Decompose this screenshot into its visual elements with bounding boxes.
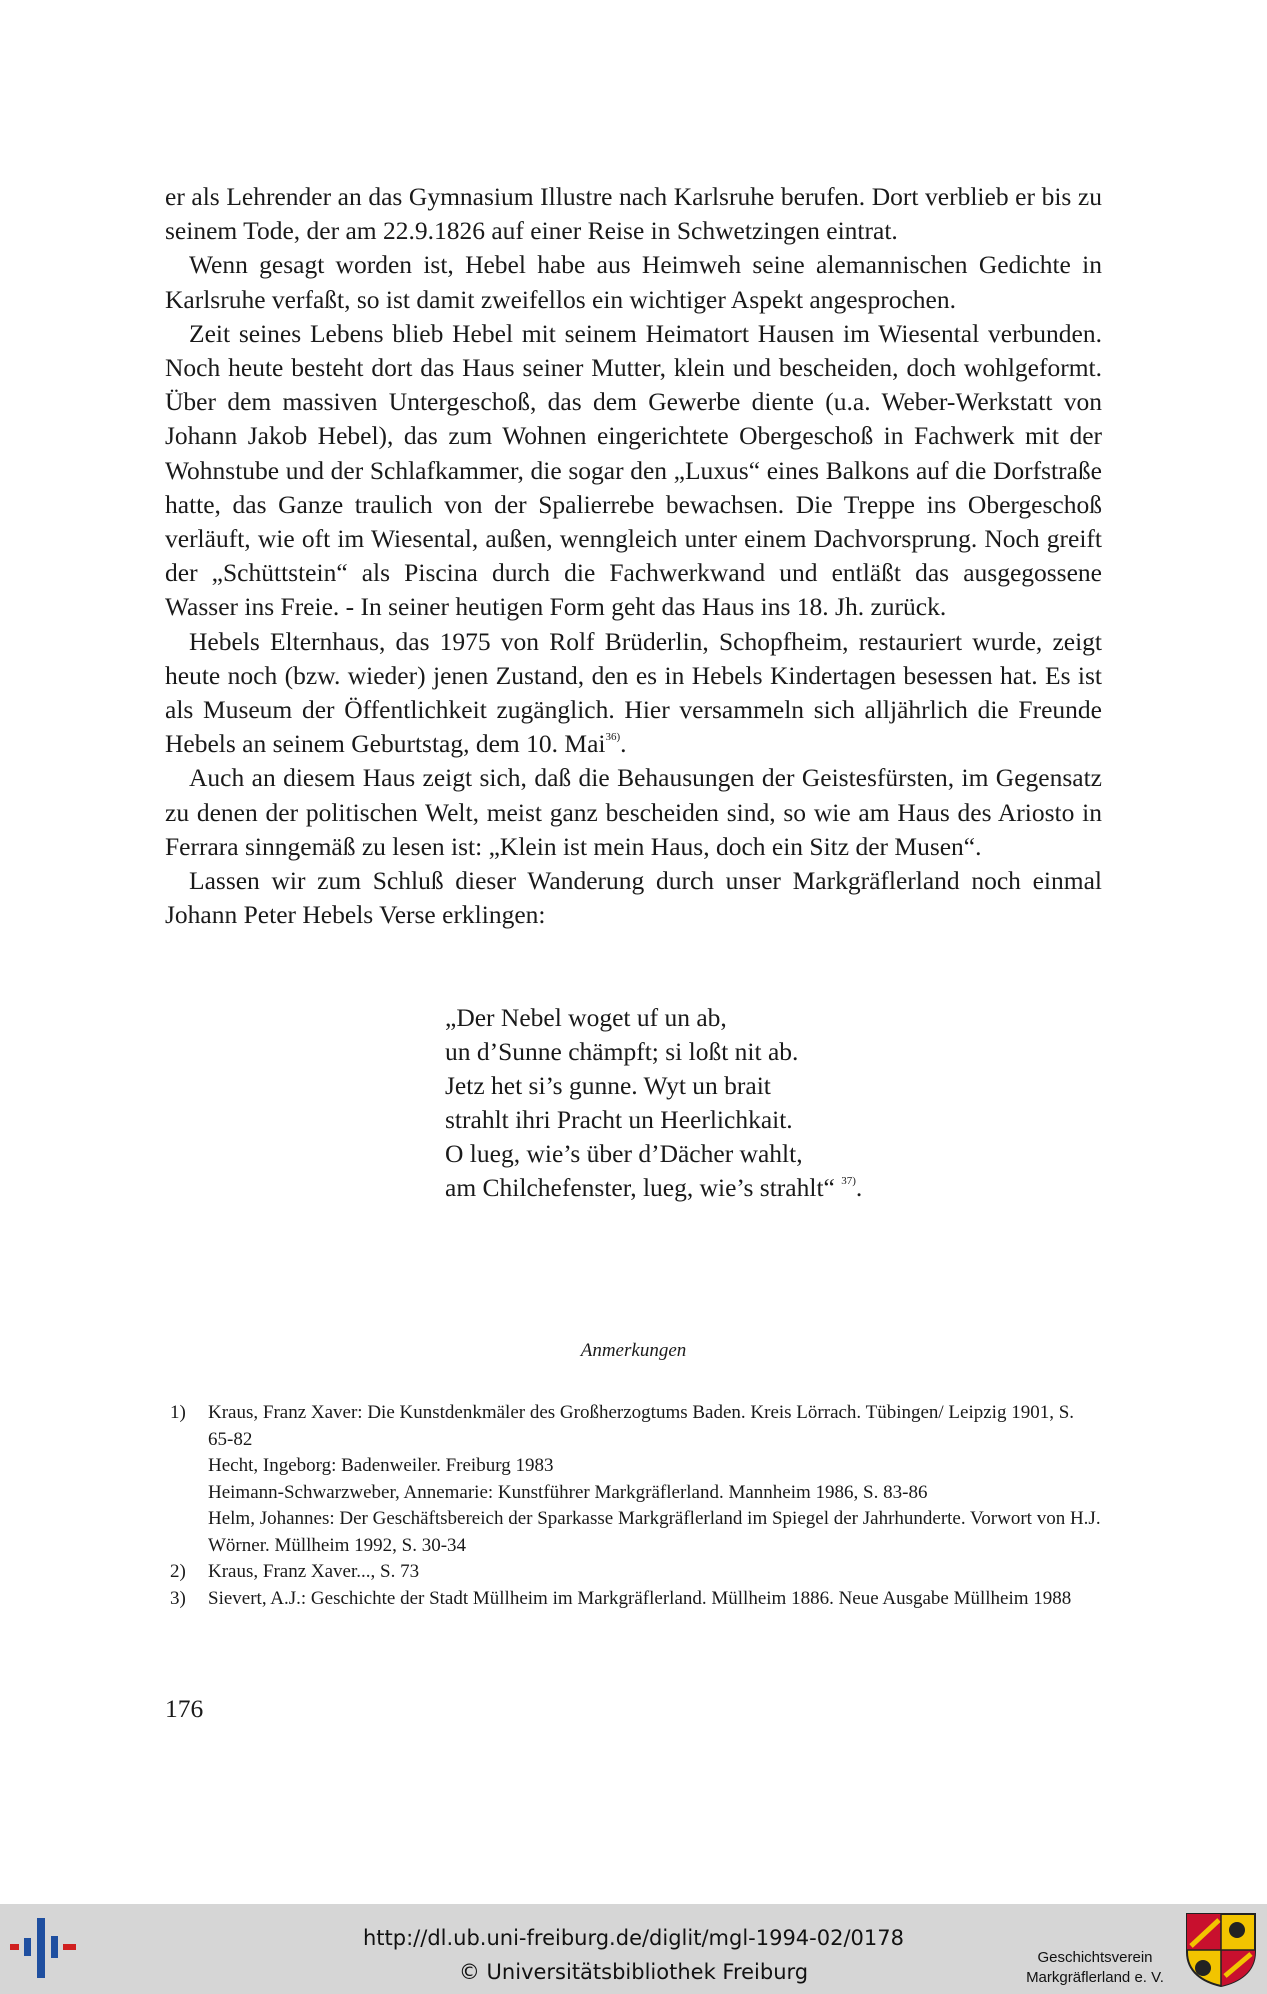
society-name	[1020, 1948, 1170, 1988]
paragraph-4-end: .	[620, 729, 627, 759]
verse-line: am Chilchefenster, lueg, wie’s strahlt“	[445, 1173, 835, 1202]
paragraph-4	[165, 625, 1102, 762]
verse-line: strahlt ihri Pracht un Heerlichkait.	[445, 1105, 793, 1134]
footnote-ref-36: 36)	[605, 731, 621, 744]
verse-line: O lueg, wie’s über d’Dächer wahlt,	[445, 1139, 803, 1168]
paragraph-6: Lassen wir zum Schluß dieser Wanderung durch unser Markgräflerland noch einmal Johann Peter Hebels Verse erklingen:	[165, 866, 1102, 930]
source-url-link[interactable]: http://dl.ub.uni-freiburg.de/diglit/mgl-1994-02/0178	[362, 1926, 904, 1950]
note-number: 1)	[170, 1402, 186, 1423]
society-line-1: Geschichtsverein	[1037, 1949, 1153, 1966]
note-item	[170, 1400, 1102, 1559]
note-number: 2)	[170, 1561, 186, 1582]
footnote-ref-37: 37)	[841, 1175, 856, 1187]
note-line: Heimann-Schwarzweber, Annemarie: Kunstführer Markgräflerland. Mannheim 1986, S. 83-86	[208, 1481, 928, 1503]
note-line: Kraus, Franz Xaver..., S. 73	[208, 1561, 420, 1582]
verse-line: un d’Sunne chämpft; si loßt nit ab.	[445, 1037, 799, 1066]
note-line: Sievert, A.J.: Geschichte der Stadt Müllheim im Markgräflerland. Müllheim 1886. Neue Ausgabe Müllheim 1988	[208, 1587, 1072, 1609]
verse-end: .	[855, 1173, 863, 1202]
verse-line-last	[445, 1171, 862, 1205]
note-item	[170, 1586, 1102, 1613]
paragraph-4-text: Hebels Elternhaus, das 1975 von Rolf Brüderlin, Schopfheim, restauriert wurde, zeigt heute noch (bzw. wieder) jenen Zustand, den es in Hebels Kindertagen besessen hat. Es ist als Museum der Öffentlichkeit zugänglich. Hier versammeln sich alljährlich die Freunde Hebels an seinem Geburtstag, dem 10. Mai	[165, 626, 1102, 759]
paragraph-2: Wenn gesagt worden ist, Hebel habe aus Heimweh seine alemannischen Gedichte in Karlsruhe verfaßt, so ist damit zweifellos ein wichtiger Aspekt angesprochen.	[165, 250, 1102, 314]
note-line: Kraus, Franz Xaver: Die Kunstdenkmäler des Großherzogtums Baden. Kreis Lörrach. Tübingen/ Leipzig 1901, S. 65-82	[208, 1402, 1075, 1450]
paragraph-1: er als Lehrender an das Gymnasium Illustre nach Karlsruhe berufen. Dort verblieb er bis zu seinem Tode, der am 22.9.1826 auf einer Reise in Schwetzingen eintrat.	[165, 182, 1102, 246]
note-line: Helm, Johannes: Der Geschäftsbereich der Sparkasse Markgräflerland im Spiegel der Jahrhunderte. Vorwort von H.J. Wörner. Müllheim 1992, S. 30-34	[208, 1508, 1101, 1556]
note-item	[170, 1559, 1102, 1586]
paragraph-3: Zeit seines Lebens blieb Hebel mit seinem Heimatort Hausen im Wiesental verbunden. Noch heute besteht dort das Haus seiner Mutter, klein und bescheiden, doch wohlgeformt. Über dem massiven Untergeschoß, das dem Gewerbe diente (u.a. Weber-Werkstatt von Johann Jakob Hebel), das zum Wohnen eingerichtete Obergeschoß in Fachwerk mit der Wohnstube und der Schlafkammer, die sogar den „Luxus“ eines Balkons auf die Dorfstraße hatte, das Ganze traulich von der Spalierrebe bewachsen. Die Treppe ins Obergeschoß verläuft, wie oft im Wiesental, außen, wenngleich unter einem Dachvorsprung. Noch greift der „Schüttstein“ als Piscina durch die Fachwerkwand und entläßt das ausgegossene Wasser ins Freie. - In seiner heutigen Form geht das Haus ins 18. Jh. zurück.	[165, 318, 1102, 622]
notes-heading: Anmerkungen	[580, 1340, 687, 1361]
verse-line: Jetz het si’s gunne. Wyt un brait	[445, 1071, 771, 1100]
page-number: 176	[165, 1694, 204, 1723]
paragraph-5: Auch an diesem Haus zeigt sich, daß die Behausungen der Geistesfürsten, im Gegensatz zu denen der politischen Welt, meist ganz bescheiden sind, so wie am Haus des Ariosto in Ferrara sinngemäß zu lesen ist: „Klein ist mein Haus, doch ein Sitz der Musen“.	[165, 763, 1102, 861]
verse-block	[445, 1001, 862, 1205]
society-line-2: Markgräflerland e. V.	[1026, 1969, 1164, 1986]
notes-list	[170, 1400, 1102, 1612]
footer-bar	[0, 1904, 1267, 1994]
note-number: 3)	[170, 1587, 186, 1609]
note-line: Hecht, Ingeborg: Badenweiler. Freiburg 1983	[208, 1455, 554, 1476]
verse-line: „Der Nebel woget uf un ab,	[445, 1003, 727, 1032]
coat-of-arms-icon[interactable]	[1185, 1912, 1257, 1988]
body-text	[165, 180, 1102, 932]
copyright-notice: © Universitätsbibliothek Freiburg	[458, 1960, 809, 1984]
